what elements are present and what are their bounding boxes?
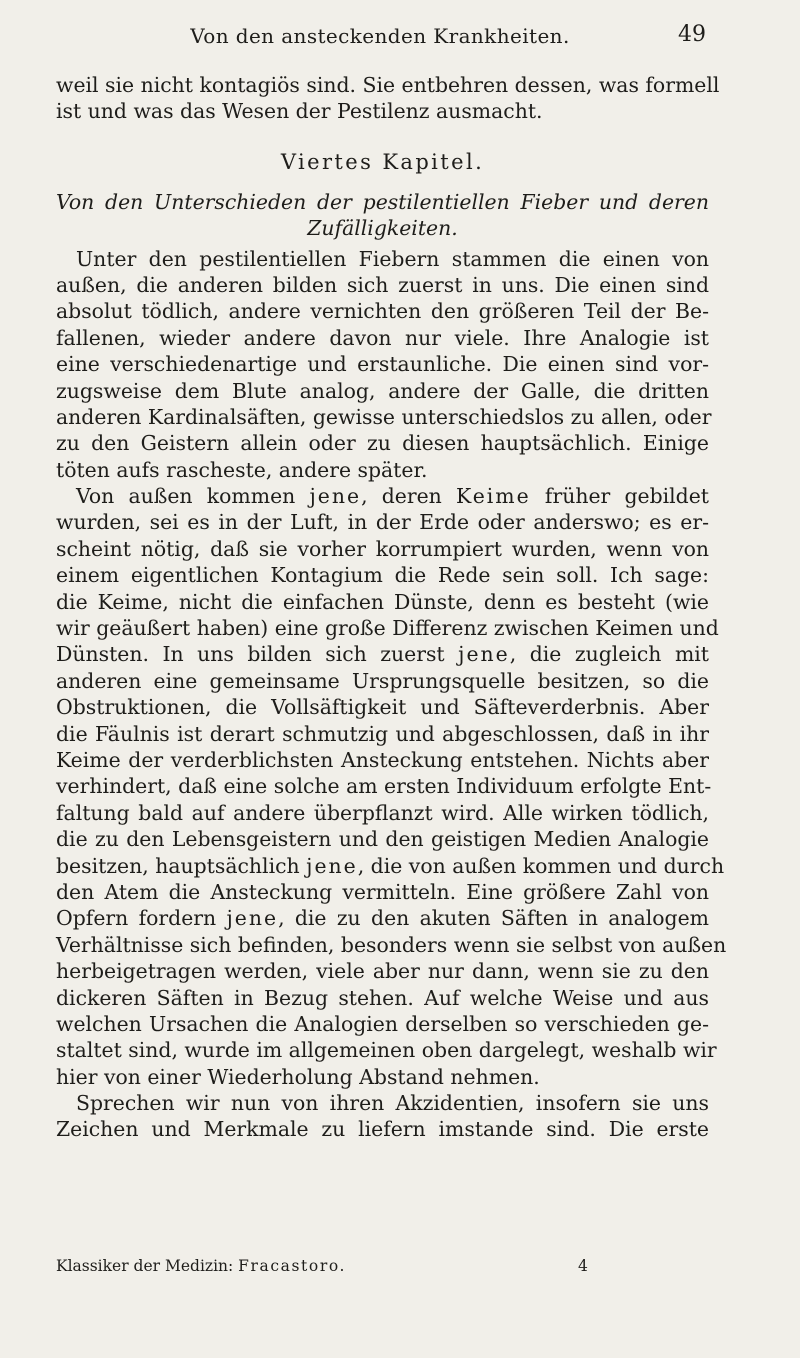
text-line: zu den Geistern allein oder zu diesen hauptsächlich. Einige: [56, 431, 709, 456]
text-line: den Atem die Ansteckung vermitteln. Eine größere Zahl von: [56, 879, 709, 904]
text-line: [56, 905, 709, 931]
paragraph-1: [56, 246, 712, 484]
sheet-number: 4: [578, 1257, 588, 1275]
text-line: hier von einer Wiederholung Abstand nehmen.: [56, 1064, 540, 1089]
text-line: [56, 641, 709, 667]
page-body: [56, 72, 727, 1143]
text-fragment: besitzen, hauptsächlich: [56, 853, 307, 878]
text-line: Keime der verderblichsten Ansteckung entstehen. Nichts aber: [56, 747, 709, 772]
text-line: Verhältnisse sich befinden, besonders wenn sie selbst von außen: [56, 932, 727, 957]
text-line: fallenen, wieder andere davon nur viele. Ihre Analogie ist: [56, 325, 709, 350]
page-number: 49: [678, 22, 706, 47]
chapter-subtitle: [56, 189, 709, 242]
text-line: faltung bald auf andere überpflanzt wird. Alle wirken tödlich,: [56, 800, 709, 825]
spaced-emphasis: Keime: [456, 484, 531, 509]
text-line: dickeren Säften in Bezug stehen. Auf welche Weise und aus: [56, 985, 709, 1010]
series-author: Fracastoro.: [238, 1257, 347, 1275]
text-fragment: , die zu den akuten Säften in analogem: [278, 906, 709, 931]
text-line: anderen eine gemeinsame Ursprungsquelle besitzen, so die: [56, 668, 709, 693]
text-fragment: Opfern fordern: [56, 906, 227, 931]
text-line: welchen Ursachen die Analogien derselben so verschieden ge-: [56, 1011, 709, 1036]
paragraph-3: [56, 1090, 709, 1143]
text-line: zugsweise dem Blute analog, andere der Galle, die dritten: [56, 378, 709, 403]
text-line: einem eigentlichen Kontagium die Rede sein soll. Ich sage:: [56, 563, 709, 588]
text-line: [56, 853, 725, 879]
subtitle-line: Zufälligkeiten.: [307, 216, 458, 241]
spaced-emphasis: jene: [458, 642, 510, 667]
text-line: die Fäulnis ist derart schmutzig und abgeschlossen, daß in ihr: [56, 721, 709, 746]
text-line: [56, 483, 709, 509]
text-line: eine verschiedenartige und erstaunliche. Die einen sind vor-: [56, 352, 709, 377]
chapter-heading: Viertes Kapitel.: [280, 149, 485, 174]
text-fragment: , deren: [361, 484, 457, 509]
text-line: staltet sind, wurde im allgemeinen oben dargelegt, weshalb wir: [56, 1038, 717, 1063]
text-line: Zeichen und Merkmale zu liefern imstande sind. Die erste: [56, 1117, 709, 1142]
text-line: außen, die anderen bilden sich zuerst in uns. Die einen sind: [56, 272, 709, 297]
text-line: wir geäußert haben) eine große Differenz zwischen Keimen und: [56, 616, 719, 641]
text-line: Sprechen wir nun von ihren Akzidentien, insofern sie uns: [76, 1091, 709, 1116]
intro-paragraph-continuation: [56, 72, 720, 125]
text-line: verhindert, daß eine solche am ersten Individuum erfolgte Ent-: [56, 774, 712, 799]
series-title: Klassiker der Medizin:: [56, 1257, 234, 1275]
text-line: töten aufs rascheste, andere später.: [56, 457, 428, 482]
text-line: die Keime, nicht die einfachen Dünste, denn es besteht (wie: [56, 589, 709, 614]
text-line: anderen Kardinalsäften, gewisse unterschiedslos zu allen, oder: [56, 404, 712, 429]
text-line: weil sie nicht kontagiös sind. Sie entbehren dessen, was formell: [56, 73, 720, 97]
text-fragment: , die zugleich mit: [509, 642, 709, 667]
text-fragment: , die von außen kommen und durch: [357, 853, 725, 878]
series-note: [56, 1257, 346, 1275]
text-line: wurden, sei es in der Luft, in der Erde oder anderswo; es er-: [56, 510, 709, 535]
text-line: Obstruktionen, die Vollsäftigkeit und Säfteverderbnis. Aber: [56, 695, 709, 720]
text-line: die zu den Lebensgeistern und den geistigen Medien Analogie: [56, 827, 709, 852]
text-line: ist und was das Wesen der Pestilenz ausmacht.: [56, 99, 543, 124]
text-fragment: früher gebildet: [530, 484, 709, 509]
spaced-emphasis: jene: [306, 853, 358, 878]
running-title: Von den ansteckenden Krankheiten.: [190, 24, 570, 48]
paragraph-2: [56, 483, 727, 1090]
text-fragment: Dünsten. In uns bilden sich zuerst: [56, 642, 459, 667]
spaced-emphasis: jene: [309, 484, 362, 509]
subtitle-line: Von den Unterschieden der pestilentiellen Fieber und deren: [56, 189, 709, 214]
text-line: scheint nötig, daß sie vorher korrumpiert wurden, wenn von: [56, 536, 709, 561]
signature-footer: [56, 1257, 709, 1281]
text-fragment: Von außen kommen: [76, 484, 310, 509]
text-line: absolut tödlich, andere vernichten den größeren Teil der Be-: [56, 299, 709, 324]
text-line: herbeigetragen werden, viele aber nur dann, wenn sie zu den: [56, 959, 709, 984]
text-line: Unter den pestilentiellen Fiebern stammen die einen von: [76, 246, 709, 271]
spaced-emphasis: jene: [226, 906, 279, 931]
running-head: [56, 20, 704, 54]
